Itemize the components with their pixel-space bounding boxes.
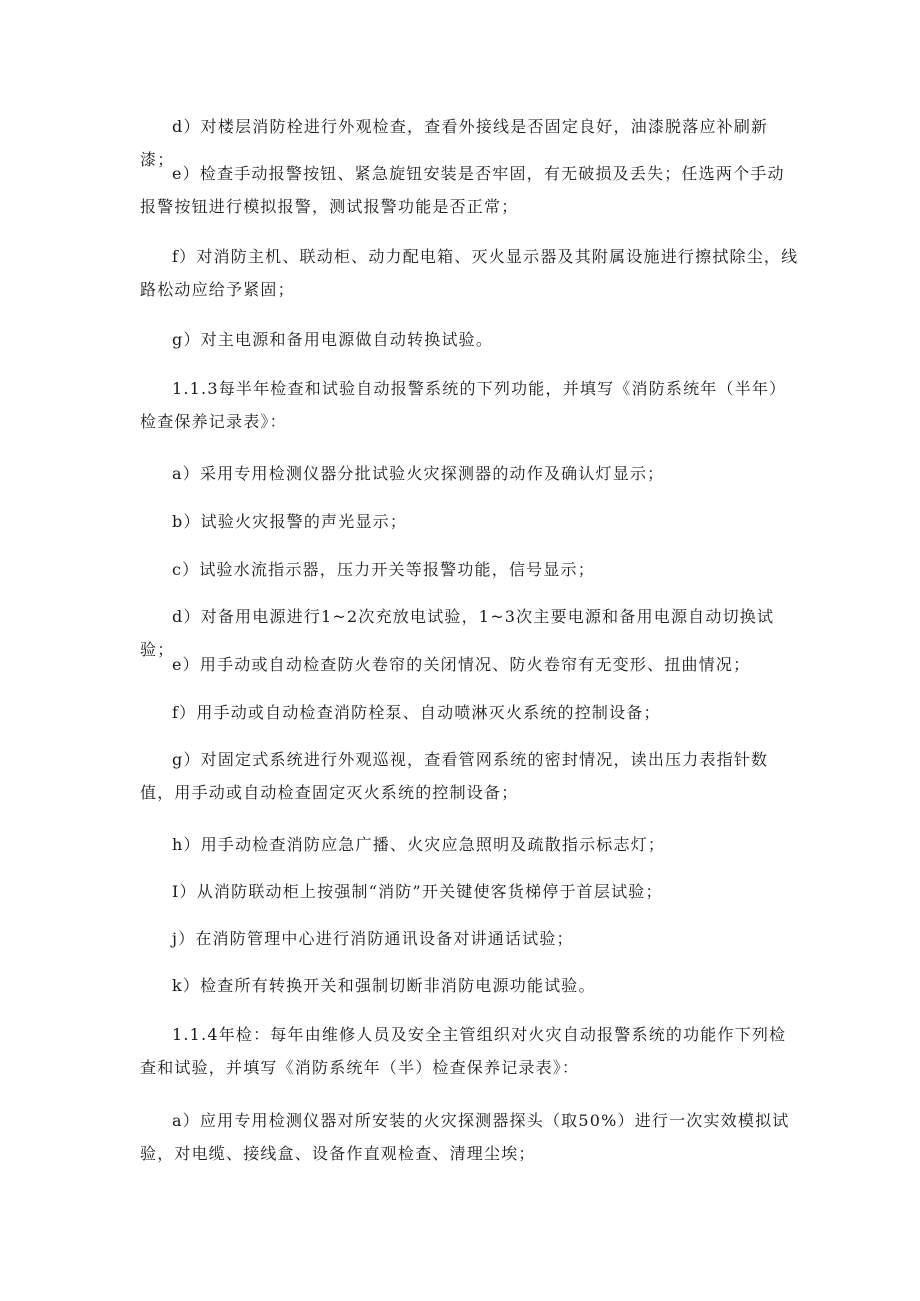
item-a-detector-test: a）采用专用检测仪器分批试验火灾探测器的动作及确认灯显示； xyxy=(172,464,665,483)
item-d-backup-power-test: d）对备用电源进行1~2次充放电试验，1~3次主要电源和备用电源自动切换试验； xyxy=(140,607,775,659)
item-i-elevator-return-test: I）从消防联动柜上按强制“消防”开关键使客货梯停于首层试验； xyxy=(172,882,663,901)
item-e-fire-shutter-check: e）用手动或自动检查防火卷帘的关闭情况、防火卷帘有无变形、扭曲情况； xyxy=(172,655,751,674)
item-a-detector-probe-simulation: a）应用专用检测仪器对所安装的火灾探测器探头（取50%）进行一次实效模拟试验，对电缆、接线盒、设备作直观检查、清理尘埃； xyxy=(140,1111,790,1163)
item-h-emergency-broadcast-check: h）用手动检查消防应急广播、火灾应急照明及疏散指示标志灯； xyxy=(172,835,666,854)
item-d-floor-hydrant-check: d）对楼层消防栓进行外观检查，查看外接线是否固定良好，油漆脱落应补刷新漆； xyxy=(140,117,769,169)
item-e-manual-alarm-button-check: e）检查手动报警按钮、紧急旋钮安装是否牢固，有无破损及丢失；任选两个手动报警按钮进行模拟报警，测试报警功能是否正常； xyxy=(140,164,785,216)
item-k-power-cutoff-test: k）检查所有转换开关和强制切断非消防电源功能试验。 xyxy=(172,976,596,995)
item-g-power-switch-test: g）对主电源和备用电源做自动转换试验。 xyxy=(172,330,494,349)
item-f-hydrant-pump-check: f）用手动或自动检查消防栓泵、自动喷淋灭火系统的控制设备； xyxy=(172,703,661,722)
item-j-intercom-test: j）在消防管理中心进行消防通讯设备对讲通话试验； xyxy=(172,929,574,948)
section-1-1-3-heading: 1.1.3每半年检查和试验自动报警系统的下列功能，并填写《消防系统年（半年）检查保养记录表》： xyxy=(140,379,787,431)
section-1-1-4-heading: 1.1.4年检：每年由维修人员及安全主管组织对火灾自动报警系统的功能作下列检查和试验，并填写《消防系统年（半）检查保养记录表》： xyxy=(140,1025,787,1077)
item-b-sound-light-test: b）试验火灾报警的声光显示； xyxy=(172,512,408,531)
item-c-water-flow-indicator-test: c）试验水流指示器，压力开关等报警功能，信号显示； xyxy=(172,560,595,579)
item-f-equipment-dusting: f）对消防主机、联动柜、动力配电箱、灭火显示器及其附属设施进行擦拭除尘，线路松动应给予紧固； xyxy=(140,247,799,299)
item-g-fixed-system-inspection: g）对固定式系统进行外观巡视，查看管网系统的密封情况，读出压力表指针数值，用手动或自动检查固定灭火系统的控制设备； xyxy=(140,750,769,802)
